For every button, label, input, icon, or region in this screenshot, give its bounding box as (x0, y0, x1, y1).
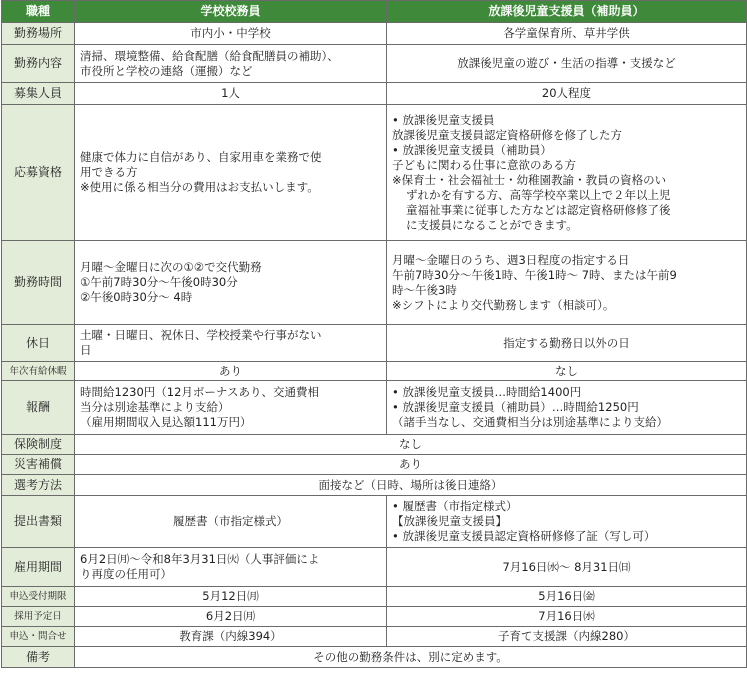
row-deadline (2, 587, 747, 607)
hire-date-a: 6月2日㈪ (75, 607, 387, 627)
holidays-a (75, 325, 387, 362)
documents-b-line-2: 【放課後児童支援員】 (392, 514, 507, 528)
row-hours (2, 241, 747, 325)
row-selection (2, 475, 747, 496)
openings-b: 20人程度 (387, 83, 747, 105)
qualifications-b-line-5: ※保育士・社会福祉士・幼稚園教諭・教員の資格のい (392, 172, 667, 187)
row-documents (2, 496, 747, 548)
location-a: 市内小・中学校 (75, 23, 387, 45)
duties-a (75, 45, 387, 83)
label-hire-date: 採用予定日 (2, 607, 75, 627)
qualifications-b-line-4: 子どもに関わる仕事に意欲のある方 (392, 157, 576, 172)
label-documents: 提出書類 (2, 496, 75, 548)
duties-a-line-2: 市役所と学校の連絡（運搬）など (80, 63, 253, 78)
row-location (2, 23, 747, 45)
row-openings (2, 83, 747, 105)
label-duties: 勤務内容 (2, 45, 75, 83)
insurance-value: なし (75, 435, 747, 455)
pay-b-line-1: • 放課後児童支援員…時間給1400円 (392, 385, 582, 399)
contact-a: 教育課（内線394） (75, 627, 387, 647)
qualifications-b (387, 105, 747, 241)
hours-b-line-2: 午前7時30分～午後1時、午後1時～ 7時、または午前9 (392, 267, 677, 282)
label-insurance: 保険制度 (2, 435, 75, 455)
qualifications-b-line-2: 放課後児童支援員認定資格研修を修了した方 (392, 127, 622, 142)
pay-a-line-3: （雇用期間収入見込額111万円） (80, 415, 252, 429)
notes-value: その他の勤務条件は、別に定めます。 (75, 647, 747, 668)
row-paid-leave (2, 362, 747, 381)
row-notes (2, 647, 747, 668)
hours-a-line-2: ①午前7時30分～午後0時30分 (80, 275, 238, 289)
job-listing-table (1, 0, 747, 668)
qualifications-a-line-2: 用できる方 (80, 165, 138, 179)
row-holidays (2, 325, 747, 362)
qualifications-b-line-8: に支援員になることができます。 (406, 217, 578, 232)
qualifications-a (75, 105, 387, 241)
qualifications-b-line-7: 童福祉事業に従事した方などは認定資格研修修了後 (406, 202, 671, 217)
row-accident (2, 455, 747, 475)
hours-b-line-1: 月曜～金曜日のうち、週3日程度の指定する日 (392, 252, 630, 267)
duties-a-line-1: 清掃、環境整備、給食配膳（給食配膳員の補助）、 (80, 48, 339, 63)
period-a-line-1: 6月2日㈪～令和8年3月31日㈫（人事評価によ (80, 552, 320, 566)
deadline-a: 5月12日㈪ (75, 587, 387, 607)
row-qualifications (2, 105, 747, 241)
row-insurance (2, 435, 747, 455)
documents-b (387, 496, 747, 548)
row-hire-date (2, 607, 747, 627)
row-period (2, 548, 747, 587)
label-paid-leave: 年次有給休暇 (2, 362, 75, 381)
row-contact (2, 627, 747, 647)
holidays-a-line-1: 土曜・日曜日、祝休日、学校授業や行事がない (80, 328, 322, 342)
label-contact: 申込・問合せ (2, 627, 75, 647)
documents-b-line-1: • 履歴書（市指定様式） (392, 499, 518, 513)
holidays-b: 指定する勤務日以外の日 (387, 325, 747, 362)
pay-b-line-2: • 放課後児童支援員（補助員）…時間給1250円 (392, 400, 639, 414)
pay-b (387, 381, 747, 435)
hire-date-b: 7月16日㈬ (387, 607, 747, 627)
qualifications-a-line-1: 健康で体力に自信があり、自家用車を業務で使 (80, 150, 322, 164)
accident-value: あり (75, 455, 747, 475)
duties-b: 放課後児童の遊び・生活の指導・支援など (387, 45, 747, 83)
label-accident: 災害補償 (2, 455, 75, 475)
period-b: 7月16日㈬～ 8月31日㈰ (387, 548, 747, 587)
documents-b-line-3: • 放課後児童支援員認定資格研修修了証（写し可） (392, 529, 656, 543)
label-qualifications: 応募資格 (2, 105, 75, 241)
period-a (75, 548, 387, 587)
deadline-b: 5月16日㈮ (387, 587, 747, 607)
period-a-line-2: り再度の任用可） (80, 567, 172, 581)
label-period: 雇用期間 (2, 548, 75, 587)
header-job-type: 職種 (2, 1, 75, 23)
header-school-custodian: 学校校務員 (75, 1, 387, 23)
pay-b-line-3: （諸手当なし、交通費相当分は別途基準により支給） (392, 415, 668, 429)
pay-a-line-1: 時間給1230円（12月ボーナスあり、交通費相 (80, 385, 319, 399)
pay-a-line-2: 当分は別途基準により支給） (80, 400, 230, 414)
contact-b: 子育て支援課（内線280） (387, 627, 747, 647)
location-b: 各学童保育所、草井学供 (387, 23, 747, 45)
selection-value: 面接など（日時、場所は後日連絡） (75, 475, 747, 496)
qualifications-a-line-3: ※使用に係る相当分の費用はお支払いします。 (80, 180, 319, 194)
label-deadline: 申込受付期限 (2, 587, 75, 607)
row-pay (2, 381, 747, 435)
row-duties (2, 45, 747, 83)
hours-a-line-1: 月曜～金曜日に次の①②で交代勤務 (80, 260, 262, 274)
openings-a: 1人 (75, 83, 387, 105)
pay-a (75, 381, 387, 435)
label-holidays: 休日 (2, 325, 75, 362)
documents-a: 履歴書（市指定様式） (75, 496, 387, 548)
hours-b (387, 241, 747, 325)
paid-leave-b: なし (387, 362, 747, 381)
hours-b-line-3: 時～午後3時 (392, 282, 457, 297)
label-pay: 報酬 (2, 381, 75, 435)
paid-leave-a: あり (75, 362, 387, 381)
label-openings: 募集人員 (2, 83, 75, 105)
qualifications-b-line-3: • 放課後児童支援員（補助員） (392, 142, 552, 157)
header-row (2, 1, 747, 23)
hours-b-line-4: ※シフトにより交代勤務します（相談可）。 (392, 297, 615, 312)
label-notes: 備考 (2, 647, 75, 668)
qualifications-b-line-6: ずれかを有する方、高等学校卒業以上で２年以上児 (406, 187, 671, 202)
header-after-school-staff: 放課後児童支援員（補助員） (387, 1, 747, 23)
hours-a-line-3: ②午後0時30分～ 4時 (80, 290, 193, 304)
label-hours: 勤務時間 (2, 241, 75, 325)
holidays-a-line-2: 日 (80, 343, 92, 357)
label-location: 勤務場所 (2, 23, 75, 45)
hours-a (75, 241, 387, 325)
qualifications-b-line-1: • 放課後児童支援員 (392, 112, 495, 127)
label-selection: 選考方法 (2, 475, 75, 496)
